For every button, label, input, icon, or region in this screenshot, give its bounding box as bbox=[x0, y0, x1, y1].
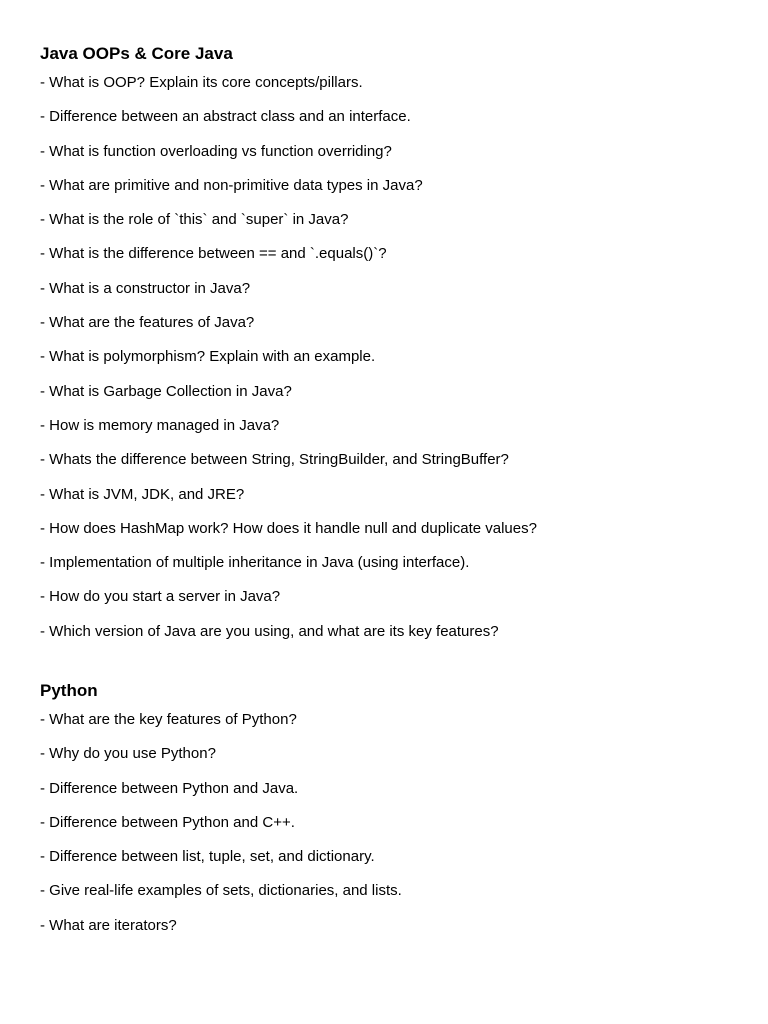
question-item: - Difference between Python and C++. bbox=[40, 813, 295, 831]
question-item: - Which version of Java are you using, and what are its key features? bbox=[40, 622, 499, 640]
section-python bbox=[40, 679, 740, 950]
question-item: - What is the role of `this` and `super` in Java? bbox=[40, 211, 349, 229]
question-item: - Give real-life examples of sets, dictionaries, and lists. bbox=[40, 882, 402, 900]
question-item: - What are the key features of Python? bbox=[40, 711, 297, 728]
question-item: - What are the features of Java? bbox=[40, 314, 255, 332]
section-title: Java OOPs & Core Java bbox=[40, 44, 233, 63]
question-item: - How do you start a server in Java? bbox=[40, 588, 281, 606]
question-list bbox=[40, 73, 740, 642]
question-list bbox=[40, 710, 740, 936]
question-item: - Difference between an abstract class and an interface. bbox=[40, 108, 411, 126]
question-item: - How does HashMap work? How does it handle null and duplicate values? bbox=[40, 519, 537, 537]
section-title: Python bbox=[40, 681, 98, 700]
question-item: - Whats the difference between String, StringBuilder, and StringBuffer? bbox=[40, 451, 509, 469]
question-item: - What is the difference between == and `.equals()`? bbox=[40, 245, 387, 263]
question-item: - What are primitive and non-primitive data types in Java? bbox=[40, 176, 423, 194]
question-item: - Why do you use Python? bbox=[40, 745, 216, 763]
question-item: - What is JVM, JDK, and JRE? bbox=[40, 485, 245, 503]
section-java-oops bbox=[40, 42, 740, 656]
question-item: - Implementation of multiple inheritance in Java (using interface). bbox=[40, 554, 470, 572]
question-item: - Difference between list, tuple, set, and dictionary. bbox=[40, 848, 375, 866]
question-item: - What are iterators? bbox=[40, 916, 177, 934]
question-item: - What is function overloading vs function overriding? bbox=[40, 142, 392, 160]
question-item: - How is memory managed in Java? bbox=[40, 416, 280, 434]
question-item: - What is Garbage Collection in Java? bbox=[40, 382, 292, 400]
question-item: - What is a constructor in Java? bbox=[40, 279, 251, 297]
question-item: - What is polymorphism? Explain with an example. bbox=[40, 348, 376, 366]
question-item: - Difference between Python and Java. bbox=[40, 779, 299, 797]
question-item: - What is OOP? Explain its core concepts/pillars. bbox=[40, 74, 363, 91]
